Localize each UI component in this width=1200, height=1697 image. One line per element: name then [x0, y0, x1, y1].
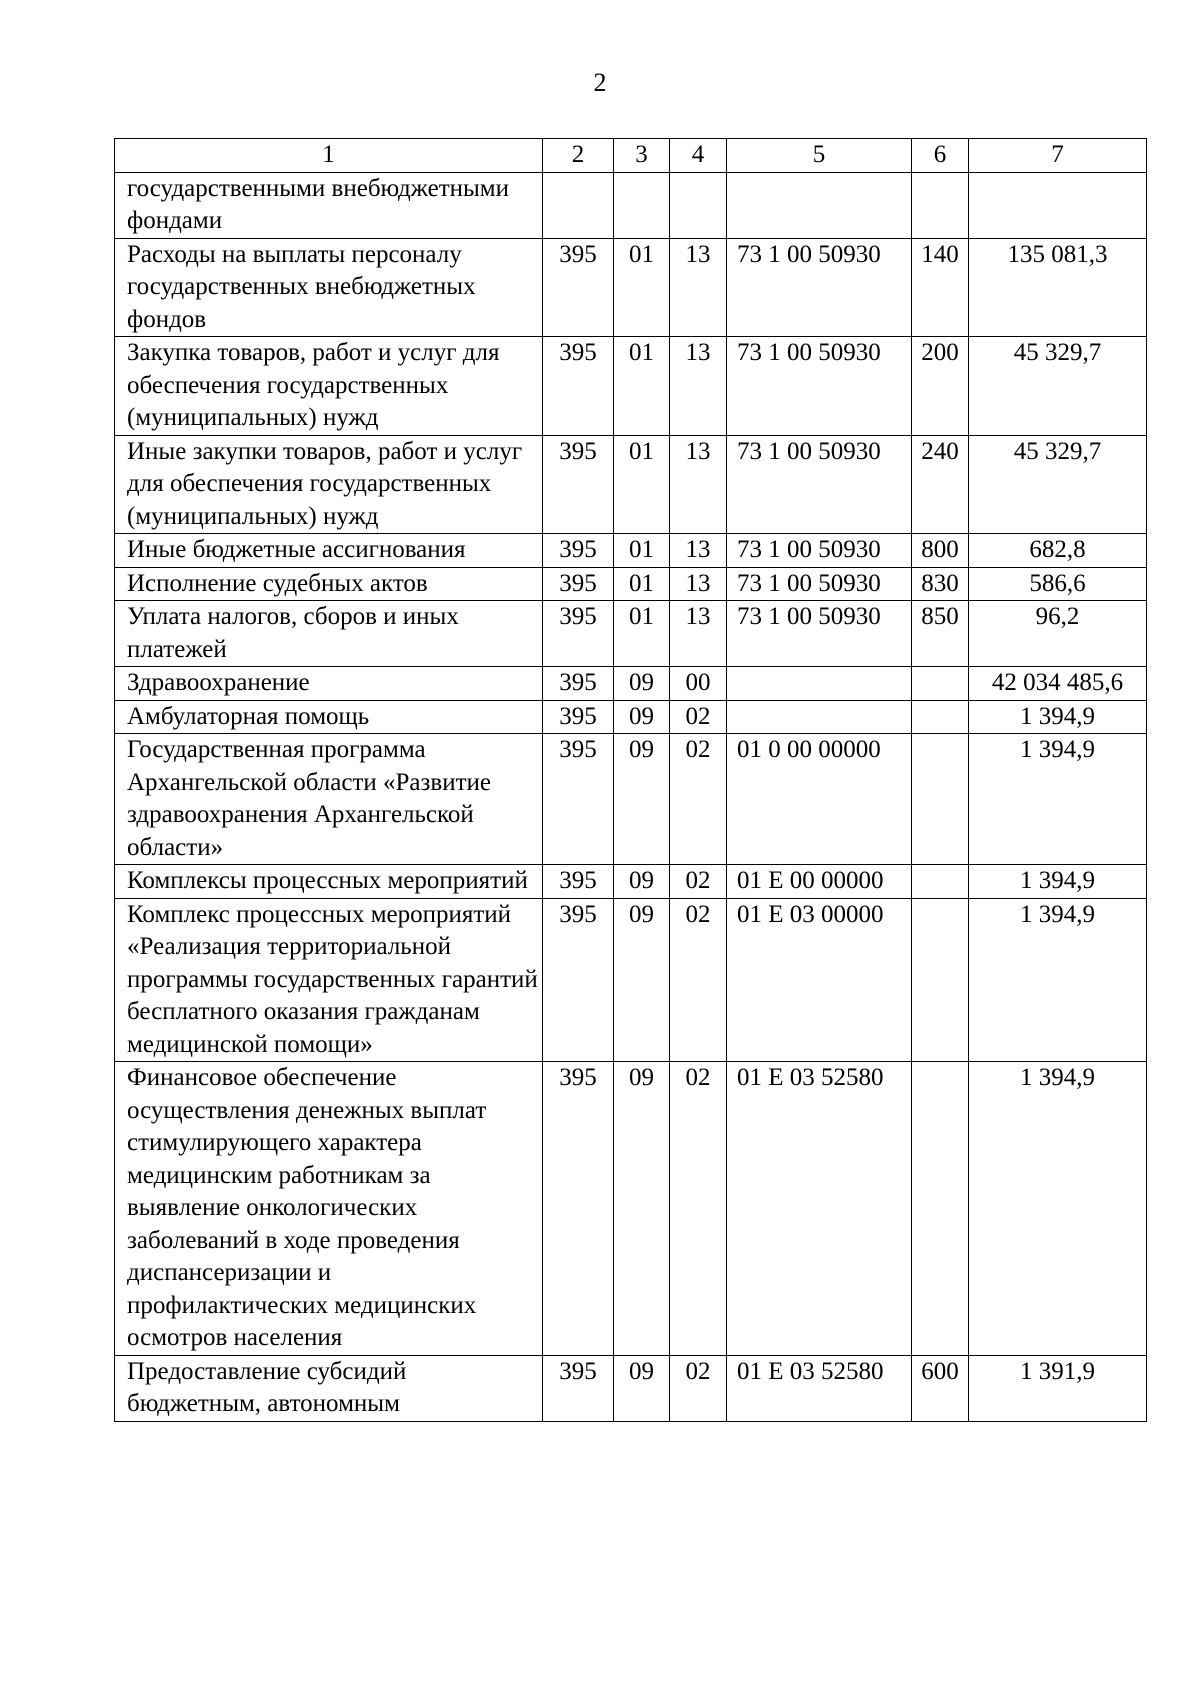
cell-col5: 01 Е 00 00000	[727, 865, 912, 899]
cell-col6	[912, 172, 969, 238]
cell-col7: 42 034 485,6	[969, 667, 1147, 701]
cell-col4: 13	[670, 601, 727, 667]
row-name: Иные бюджетные ассигнования	[115, 534, 543, 568]
row-name: Исполнение судебных актов	[115, 567, 543, 601]
cell-col6: 600	[912, 1355, 969, 1421]
row-name: Комплекс процессных мероприятий «Реализация территориальной программы государственных гарантий бесплатного оказания гражданам медицинской помощи»	[115, 898, 543, 1062]
cell-col2: 395	[543, 898, 614, 1062]
cell-col6	[912, 667, 969, 701]
row-name: государственными внебюджетными фондами	[115, 172, 543, 238]
cell-col5	[727, 172, 912, 238]
row-name: Амбулаторная помощь	[115, 700, 543, 734]
table-row	[115, 898, 1147, 1062]
cell-col7: 1 391,9	[969, 1355, 1147, 1421]
column-header: 2	[543, 139, 614, 173]
cell-col6: 800	[912, 534, 969, 568]
cell-col3: 09	[614, 734, 670, 865]
cell-col2: 395	[543, 238, 614, 337]
cell-col2: 395	[543, 601, 614, 667]
cell-col6: 850	[912, 601, 969, 667]
table-row	[115, 1355, 1147, 1421]
column-header: 1	[115, 139, 543, 173]
cell-col3: 01	[614, 337, 670, 436]
cell-col2: 395	[543, 667, 614, 701]
budget-table	[114, 138, 1147, 1422]
cell-col7: 682,8	[969, 534, 1147, 568]
table-row	[115, 567, 1147, 601]
cell-col7: 1 394,9	[969, 865, 1147, 899]
cell-col2: 395	[543, 865, 614, 899]
cell-col5: 01 Е 03 00000	[727, 898, 912, 1062]
cell-col2: 395	[543, 435, 614, 534]
cell-col4	[670, 172, 727, 238]
cell-col4: 02	[670, 700, 727, 734]
column-header: 3	[614, 139, 670, 173]
cell-col4: 02	[670, 1355, 727, 1421]
table-row	[115, 172, 1147, 238]
table-row	[115, 337, 1147, 436]
table-row	[115, 734, 1147, 865]
cell-col2: 395	[543, 337, 614, 436]
table-row	[115, 601, 1147, 667]
cell-col5: 01 Е 03 52580	[727, 1355, 912, 1421]
cell-col4: 13	[670, 435, 727, 534]
cell-col3: 09	[614, 865, 670, 899]
cell-col7: 135 081,3	[969, 238, 1147, 337]
cell-col5: 01 0 00 00000	[727, 734, 912, 865]
header-row	[115, 139, 1147, 173]
cell-col6: 240	[912, 435, 969, 534]
cell-col5	[727, 700, 912, 734]
cell-col3: 09	[614, 1355, 670, 1421]
row-name: Предоставление субсидий бюджетным, автономным	[115, 1355, 543, 1421]
cell-col4: 02	[670, 734, 727, 865]
cell-col6	[912, 700, 969, 734]
cell-col2: 395	[543, 1062, 614, 1356]
table-row	[115, 238, 1147, 337]
cell-col7	[969, 172, 1147, 238]
cell-col3: 01	[614, 601, 670, 667]
cell-col5: 73 1 00 50930	[727, 435, 912, 534]
cell-col7: 45 329,7	[969, 435, 1147, 534]
cell-col4: 13	[670, 337, 727, 436]
cell-col4: 02	[670, 1062, 727, 1356]
table-row	[115, 667, 1147, 701]
cell-col4: 02	[670, 898, 727, 1062]
cell-col7: 1 394,9	[969, 898, 1147, 1062]
cell-col5	[727, 667, 912, 701]
column-header: 6	[912, 139, 969, 173]
cell-col6	[912, 865, 969, 899]
cell-col6: 140	[912, 238, 969, 337]
cell-col5: 73 1 00 50930	[727, 567, 912, 601]
page-number: 2	[593, 68, 607, 97]
column-header: 5	[727, 139, 912, 173]
cell-col4: 13	[670, 238, 727, 337]
cell-col4: 13	[670, 567, 727, 601]
cell-col3: 01	[614, 567, 670, 601]
cell-col2: 395	[543, 734, 614, 865]
cell-col2: 395	[543, 567, 614, 601]
table-row	[115, 865, 1147, 899]
cell-col3: 09	[614, 700, 670, 734]
cell-col7: 45 329,7	[969, 337, 1147, 436]
cell-col6	[912, 1062, 969, 1356]
cell-col2: 395	[543, 534, 614, 568]
cell-col6	[912, 734, 969, 865]
cell-col2	[543, 172, 614, 238]
cell-col7: 1 394,9	[969, 1062, 1147, 1356]
cell-col5: 01 Е 03 52580	[727, 1062, 912, 1356]
cell-col5: 73 1 00 50930	[727, 238, 912, 337]
cell-col3	[614, 172, 670, 238]
row-name: Закупка товаров, работ и услуг для обеспечения государственных (муниципальных) нужд	[115, 337, 543, 436]
row-name: Расходы на выплаты персоналу государственных внебюджетных фондов	[115, 238, 543, 337]
cell-col4: 13	[670, 534, 727, 568]
row-name: Финансовое обеспечение осуществления денежных выплат стимулирующего характера медицинским работникам за выявление онкологических заболеваний в ходе проведения диспансеризации и профилактических медицинских осмотров населения	[115, 1062, 543, 1356]
cell-col5: 73 1 00 50930	[727, 337, 912, 436]
cell-col4: 02	[670, 865, 727, 899]
table-row	[115, 534, 1147, 568]
cell-col3: 09	[614, 1062, 670, 1356]
cell-col6: 830	[912, 567, 969, 601]
table-row	[115, 1062, 1147, 1356]
row-name: Государственная программа Архангельской области «Развитие здравоохранения Архангельской области»	[115, 734, 543, 865]
row-name: Иные закупки товаров, работ и услуг для обеспечения государственных (муниципальных) нужд	[115, 435, 543, 534]
table-row	[115, 700, 1147, 734]
cell-col7: 586,6	[969, 567, 1147, 601]
cell-col7: 1 394,9	[969, 734, 1147, 865]
row-name: Уплата налогов, сборов и иных платежей	[115, 601, 543, 667]
cell-col5: 73 1 00 50930	[727, 601, 912, 667]
row-name: Здравоохранение	[115, 667, 543, 701]
cell-col3: 01	[614, 435, 670, 534]
cell-col6: 200	[912, 337, 969, 436]
cell-col3: 09	[614, 667, 670, 701]
column-header: 4	[670, 139, 727, 173]
cell-col3: 01	[614, 534, 670, 568]
cell-col2: 395	[543, 700, 614, 734]
cell-col7: 1 394,9	[969, 700, 1147, 734]
cell-col3: 09	[614, 898, 670, 1062]
cell-col3: 01	[614, 238, 670, 337]
cell-col2: 395	[543, 1355, 614, 1421]
column-header: 7	[969, 139, 1147, 173]
row-name: Комплексы процессных мероприятий	[115, 865, 543, 899]
table-row	[115, 435, 1147, 534]
cell-col5: 73 1 00 50930	[727, 534, 912, 568]
cell-col7: 96,2	[969, 601, 1147, 667]
cell-col6	[912, 898, 969, 1062]
cell-col4: 00	[670, 667, 727, 701]
